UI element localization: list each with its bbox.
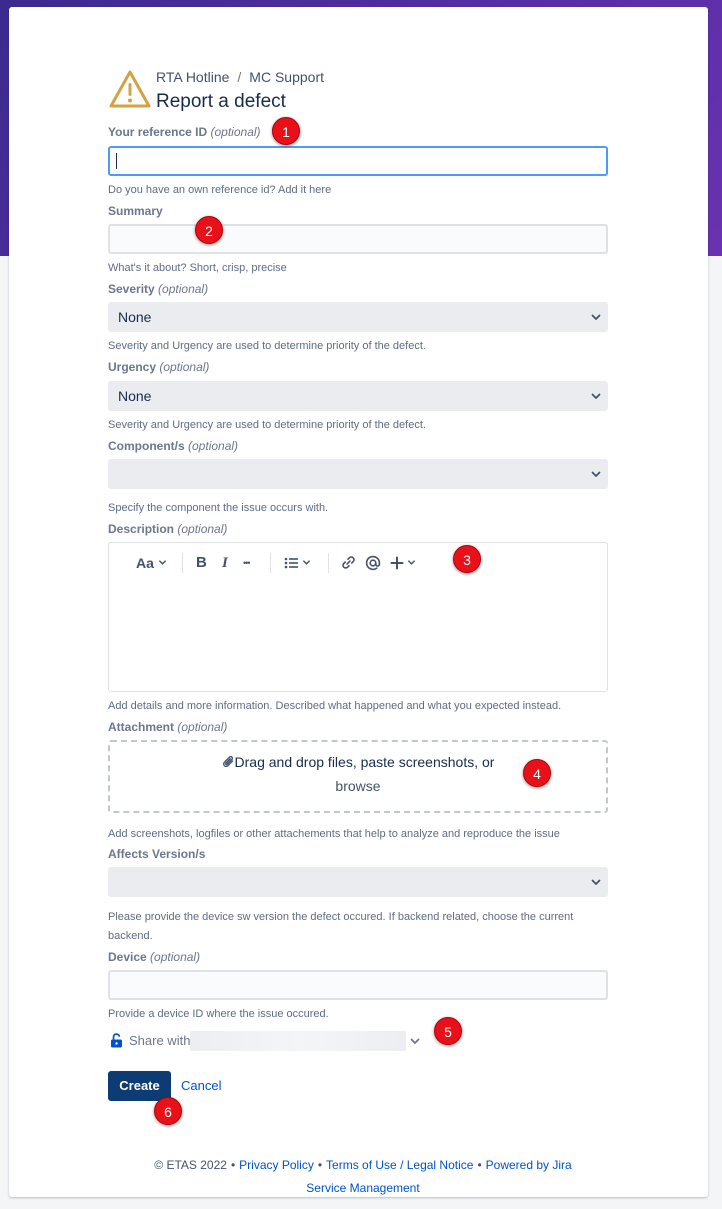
severity-select[interactable] (108, 302, 608, 332)
affects-versions-label (108, 847, 205, 861)
annotation-marker-2: 2 (195, 216, 223, 244)
description-editor[interactable] (108, 542, 608, 692)
share-with-value (190, 1031, 406, 1051)
insert-button[interactable] (390, 553, 420, 573)
footer (148, 1154, 578, 1200)
components-label (108, 439, 238, 453)
italic-button[interactable] (222, 553, 228, 573)
urgency-help: Severity and Urgency are used to determine priority of the defect. (108, 419, 426, 431)
chevron-down-icon (158, 558, 167, 567)
summary-label-text: Summary (108, 204, 163, 218)
footer-copyright: © ETAS 2022 (154, 1158, 227, 1172)
optional-hint: (optional) (177, 522, 228, 536)
page-title: Report a defect (156, 91, 286, 112)
chevron-down-icon (590, 390, 602, 402)
annotation-marker-5: 5 (434, 1017, 462, 1045)
bold-button[interactable] (196, 553, 207, 573)
text-style-icon: Aa (136, 555, 154, 571)
optional-hint: (optional) (188, 439, 239, 453)
device-help: Provide a device ID where the issue occured. (108, 1008, 329, 1020)
breadcrumb-mc-support[interactable]: MC Support (249, 69, 324, 85)
urgency-select[interactable] (108, 381, 608, 411)
attachment-label (108, 720, 227, 734)
reference-id-input[interactable] (108, 146, 608, 176)
create-button[interactable]: Create (108, 1071, 171, 1101)
share-with-selector[interactable] (108, 1025, 438, 1057)
toolbar-separator (328, 553, 329, 573)
summary-input[interactable] (108, 224, 608, 254)
description-label-text: Description (108, 522, 175, 536)
breadcrumb (156, 69, 324, 85)
breadcrumb-rta-hotline[interactable]: RTA Hotline (156, 69, 230, 85)
chevron-down-icon (590, 311, 602, 323)
link-button[interactable] (341, 553, 357, 573)
components-label-text: Component/s (108, 439, 185, 453)
text-style-button[interactable] (136, 553, 168, 573)
editor-toolbar (109, 543, 607, 583)
device-label (108, 950, 200, 964)
text-caret (116, 153, 117, 169)
cancel-link[interactable]: Cancel (181, 1078, 222, 1093)
toolbar-separator (182, 553, 183, 573)
optional-hint: (optional) (159, 360, 210, 374)
affects-versions-help: Please provide the device sw version the defect occured. If backend related, choose the current backend. (108, 911, 574, 942)
urgency-label (108, 360, 209, 374)
optional-hint: (optional) (210, 125, 261, 139)
attachment-label-text: Attachment (108, 720, 175, 734)
paperclip-icon (222, 755, 235, 769)
share-with-label: Share with (129, 1033, 191, 1048)
optional-hint: (optional) (158, 282, 209, 296)
optional-hint: (optional) (177, 720, 228, 734)
affects-versions-select[interactable] (108, 867, 608, 897)
bullet-list-icon (284, 556, 299, 570)
optional-hint: (optional) (150, 950, 201, 964)
severity-label (108, 282, 208, 296)
reference-id-help: Do you have an own reference id? Add it here (108, 184, 332, 196)
footer-separator: • (477, 1158, 482, 1172)
bullet-list-button[interactable] (284, 553, 314, 573)
reference-id-label (108, 125, 261, 139)
privacy-policy-link[interactable]: Privacy Policy (239, 1158, 314, 1172)
footer-separator: • (317, 1158, 323, 1172)
description-label (108, 522, 227, 536)
chevron-down-icon (409, 1035, 421, 1047)
terms-of-use-link[interactable]: Terms of Use / Legal Notice (326, 1158, 474, 1172)
urgency-selected-value: None (118, 388, 152, 404)
unlock-icon (110, 1033, 123, 1048)
dropzone-text: Drag and drop files, paste screenshots, or (234, 754, 495, 770)
request-form-card (9, 7, 708, 1197)
browse-link[interactable]: browse (335, 778, 381, 794)
breadcrumb-separator: / (237, 69, 242, 85)
annotation-marker-3: 3 (453, 545, 481, 573)
powered-by-jira-link[interactable]: Powered by Jira Service Management (306, 1158, 572, 1195)
chevron-down-icon (302, 558, 311, 567)
bold-icon: B (196, 554, 207, 571)
more-formatting-icon: ••• (243, 558, 250, 568)
italic-icon: I (222, 555, 228, 571)
components-help: Specify the component the issue occurs with. (108, 502, 329, 514)
mention-button[interactable] (365, 553, 381, 573)
chevron-down-icon (407, 558, 416, 567)
severity-label-text: Severity (108, 282, 155, 296)
attachment-help: Add screenshots, logfiles or other attachements that help to analyze and reproduce the issue (108, 828, 560, 840)
annotation-marker-4: 4 (523, 759, 551, 787)
reference-id-label-text: Your reference ID (108, 125, 208, 139)
mention-icon (365, 555, 381, 571)
link-icon (341, 555, 356, 570)
annotation-marker-1: 1 (272, 117, 300, 145)
warning-triangle-icon (108, 69, 152, 109)
severity-selected-value: None (118, 309, 152, 325)
insert-icon (390, 556, 404, 570)
annotation-marker-6: 6 (154, 1097, 182, 1125)
affects-versions-label-text: Affects Version/s (108, 847, 206, 861)
footer-separator: • (230, 1158, 236, 1172)
description-help: Add details and more information. Described what happened and what you expected instead. (108, 700, 562, 712)
components-select[interactable] (108, 459, 608, 489)
summary-label (108, 204, 163, 218)
urgency-label-text: Urgency (108, 360, 157, 374)
severity-help: Severity and Urgency are used to determine priority of the defect. (108, 340, 426, 352)
device-label-text: Device (108, 950, 147, 964)
chevron-down-icon (590, 876, 602, 888)
device-input[interactable] (108, 970, 608, 1000)
summary-help: What's it about? Short, crisp, precise (108, 262, 287, 274)
chevron-down-icon (590, 468, 602, 480)
more-formatting-button[interactable] (243, 553, 249, 573)
toolbar-separator (270, 553, 271, 573)
